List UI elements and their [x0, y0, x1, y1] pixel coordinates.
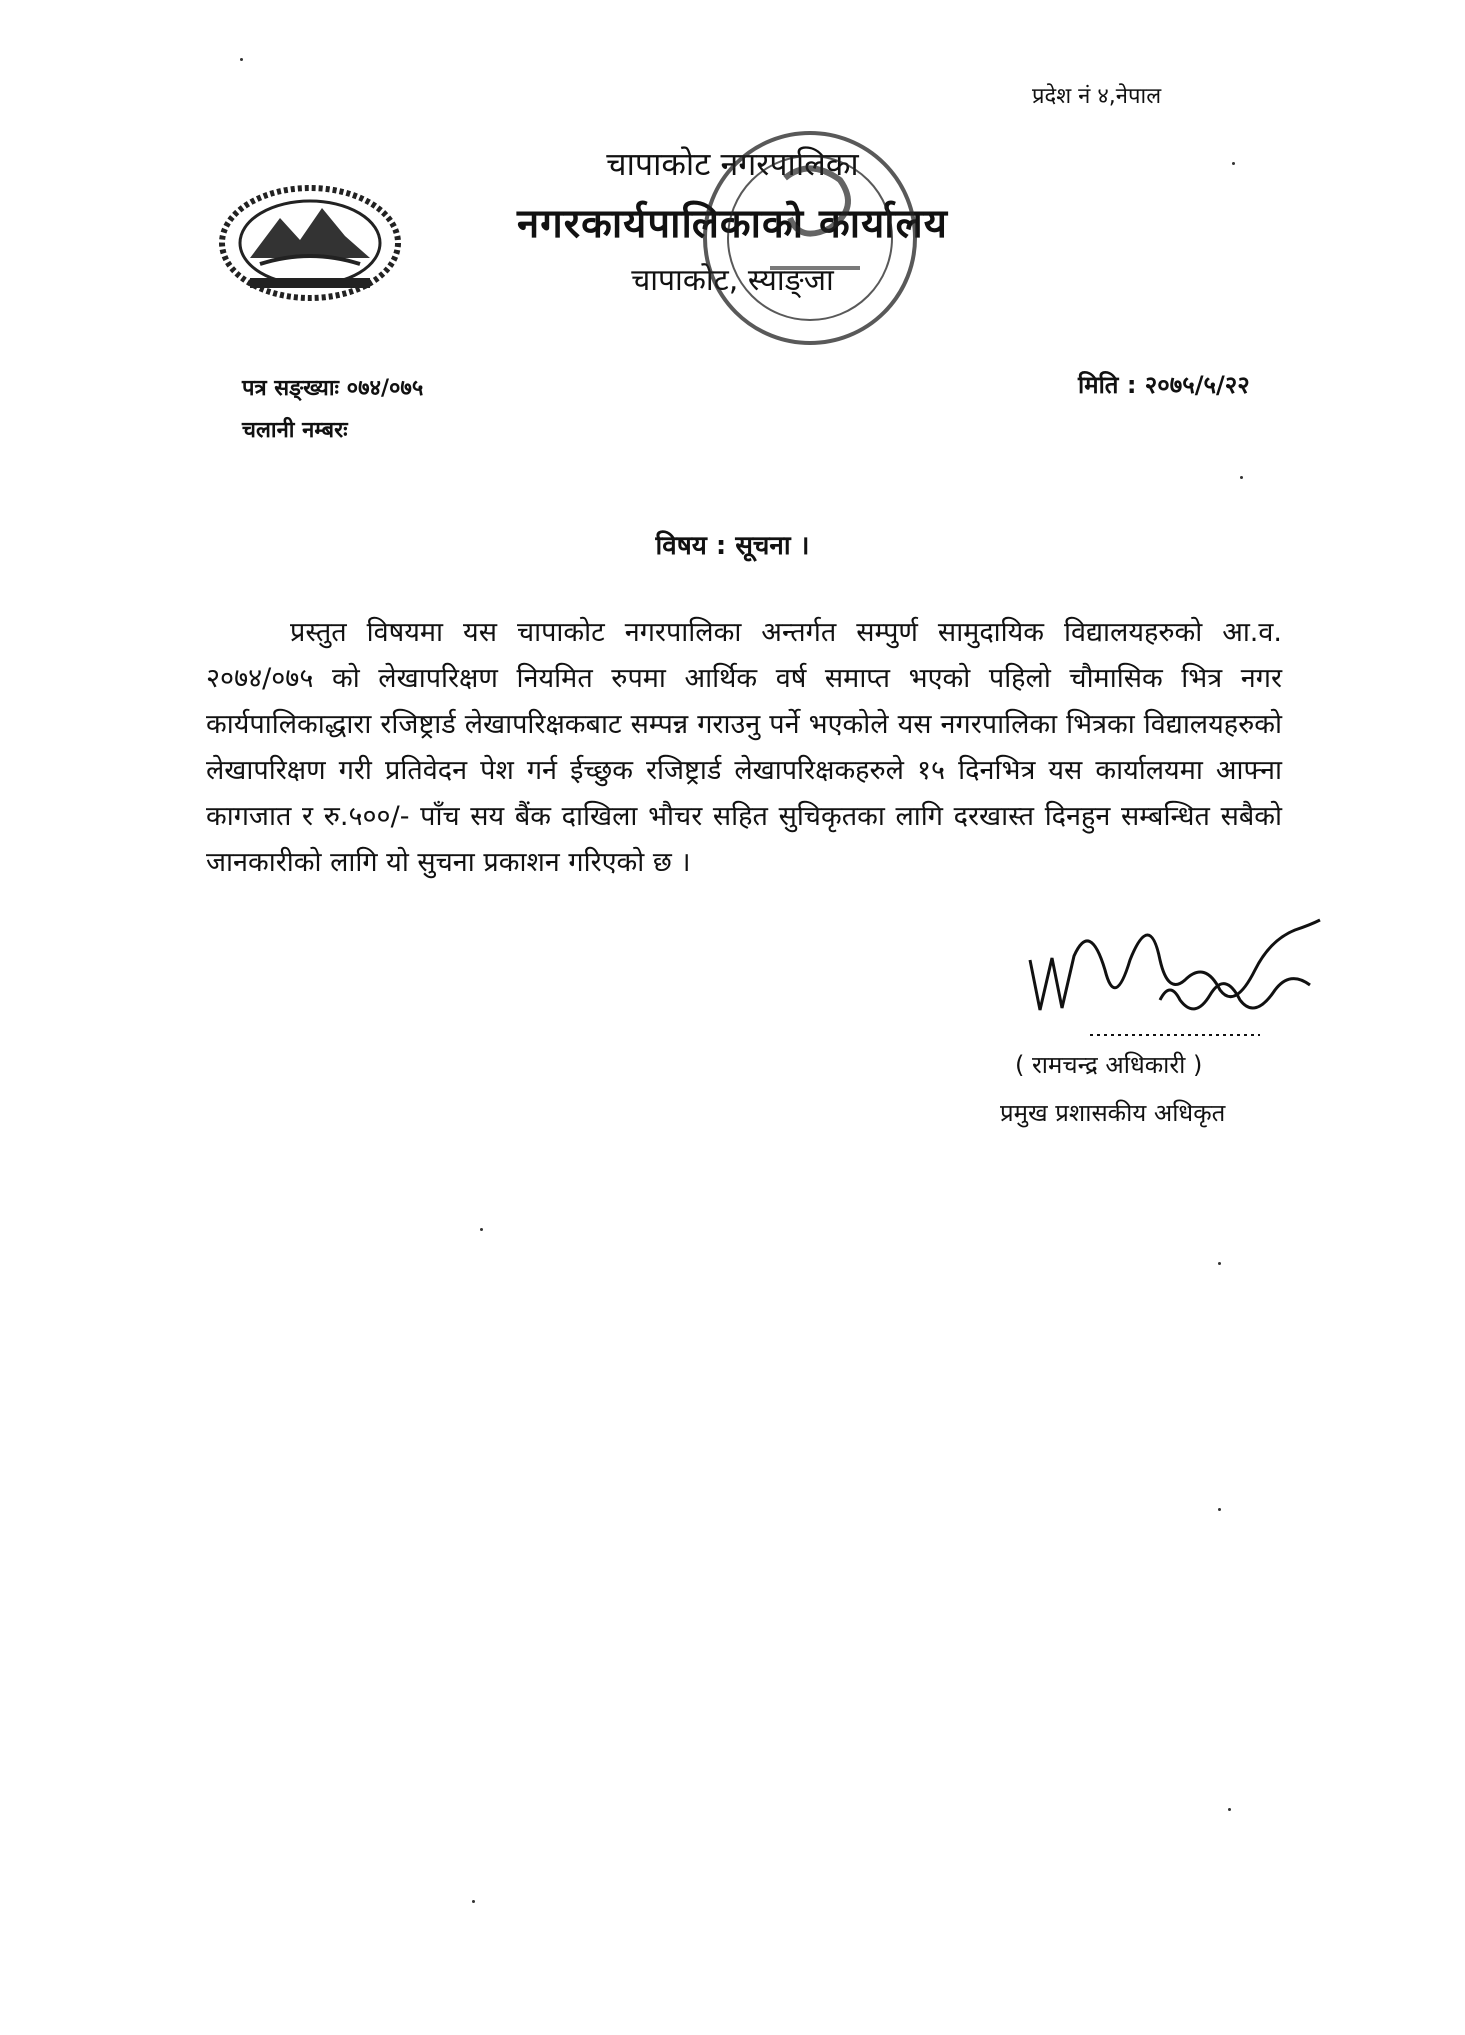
- dispatch-number-label: चलानी नम्बरः: [242, 418, 348, 443]
- scan-speck: [240, 58, 243, 61]
- letter-date: [1078, 368, 1250, 401]
- scan-speck: [1240, 476, 1243, 479]
- reference-label: पत्र सङ्ख्याः: [242, 376, 339, 401]
- scan-speck: [1218, 1262, 1221, 1265]
- signatory-title: प्रमुख प्रशासकीय अधिकृत: [1000, 1099, 1226, 1127]
- scan-speck: [1232, 162, 1235, 165]
- scan-speck: [480, 1228, 483, 1231]
- scan-speck: [472, 1900, 475, 1903]
- signatory-name: ( रामचन्द्र अधिकारी ): [1015, 1051, 1203, 1079]
- handwritten-signature-icon: [1010, 900, 1330, 1050]
- municipality-name: चापाकोट नगरपालिका: [606, 145, 859, 183]
- office-name: नगरकार्यपालिकाको कार्यालय: [517, 201, 948, 247]
- date-value: २०७५/५/२२: [1144, 371, 1250, 399]
- letter-body: प्रस्तुत विषयमा यस चापाकोट नगरपालिका अन्तर्गत सम्पुर्ण सामुदायिक विद्यालयहरुको आ.व. २०७४/०७५ को लेखापरिक्षण नियमित रुपमा आर्थिक वर्ष समाप्त भएको पहिलो चौमासिक भित्र नगर कार्यपालिकाद्धारा रजिष्ट्रार्ड लेखापरिक्षकबाट सम्पन्न गराउनु पर्ने भएकोले यस नगरपालिका भित्रका विद्यालयहरुको लेखापरिक्षण गरी प्रतिवेदन पेश गर्न ईच्छुक रजिष्ट्रार्ड लेखापरिक्षकहरुले १५ दिनभित्र यस कार्यालयमा आफ्ना कागजात र रु.५००/- पाँच सय बैंक दाखिला भौचर सहित सुचिकृतका लागि दरखास्त दिनहुन सम्बन्धित सबैको जानकारीको लागि यो सुचना प्रकाशन गरिएको छ ।: [206, 617, 1282, 878]
- date-label: मिति :: [1078, 371, 1137, 399]
- letter-subject: विषय : सूचना ।: [655, 531, 810, 561]
- office-stamp-icon: [690, 118, 930, 358]
- scan-speck: [1228, 1808, 1231, 1811]
- reference-value: ०७४/०७५: [346, 376, 424, 401]
- reference-number: [242, 372, 423, 402]
- scan-speck: [1218, 1508, 1221, 1511]
- office-address: चापाकोट, स्याङ्जा: [631, 263, 834, 298]
- province-label: प्रदेश नं ४,नेपाल: [1032, 84, 1162, 109]
